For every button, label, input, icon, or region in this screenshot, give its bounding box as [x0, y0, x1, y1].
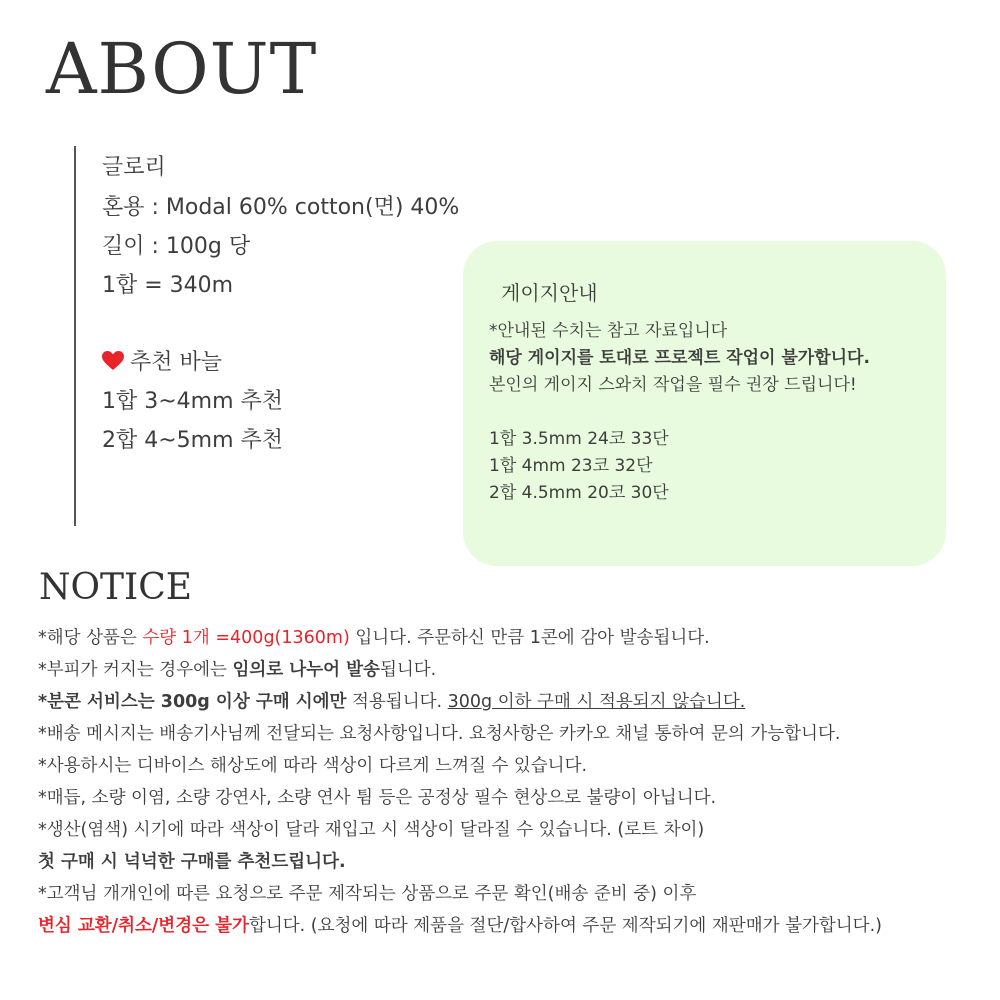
- notice-item-delivery: *배송 메시지는 배송기사님께 전달되는 요청사항입니다. 요청사항은 카카오 채널 통하여 문의 가능합니다.: [38, 724, 841, 744]
- notice-highlight: 변심 교환/취소/변경은 불가: [38, 916, 249, 936]
- about-title: ABOUT: [46, 28, 318, 110]
- notice-item-defects: *매듭, 소량 이염, 소량 강연사, 소량 연사 튐 등은 공정상 필수 현상으로 불량이 아닙니다.: [38, 788, 717, 808]
- product-blend: 혼용 : Modal 60% cotton(면) 40%: [102, 195, 460, 220]
- notice-item-no-refund: [38, 912, 882, 937]
- notice-emphasis: *분콘 서비스는 300g 이상 구매 시에만: [38, 692, 347, 712]
- notice-text: *부피가 커지는 경우에는: [38, 660, 233, 680]
- gauge-warning: 해당 게이지를 토대로 프로젝트 작업이 불가합니다.: [489, 348, 870, 368]
- notice-text: 됩니다.: [379, 660, 437, 680]
- gauge-spec-3: 2합 4.5mm 20코 30단: [489, 483, 669, 503]
- about-divider: [74, 146, 76, 526]
- notice-text: 적용됩니다.: [346, 692, 448, 712]
- notice-item-cone-service: [38, 688, 745, 713]
- notice-item-custom: *고객님 개개인에 따른 요청으로 주문 제작되는 상품으로 주문 확인(배송 준비 중) 이후: [38, 884, 697, 904]
- gauge-title: 게이지안내: [501, 281, 598, 305]
- notice-item-split: [38, 656, 436, 681]
- product-length: 길이 : 100g 당: [102, 234, 251, 259]
- notice-title: NOTICE: [39, 567, 193, 608]
- notice-text: 합니다. (요청에 따라 제품을 절단/합사하여 주문 제작되기에 재판매가 불가합니다.): [248, 916, 882, 936]
- gauge-spec-1: 1합 3.5mm 24코 33단: [489, 429, 669, 449]
- notice-item-first-purchase: 첫 구매 시 넉넉한 구매를 추천드립니다.: [38, 852, 346, 872]
- notice-item-quantity: [38, 624, 710, 649]
- notice-underline: 300g 이하 구매 시 적용되지 않습니다.: [447, 692, 746, 712]
- needle-header-label: 추천 바늘: [130, 350, 223, 375]
- gauge-recommend: 본인의 게이지 스와치 작업을 필수 권장 드립니다!: [489, 375, 857, 395]
- product-per-skein: 1합 = 340m: [102, 273, 234, 298]
- notice-highlight: 수량 1개 =400g(1360m): [142, 628, 350, 648]
- needle-recommend-2: 2합 4~5mm 추천: [102, 428, 284, 453]
- notice-text: *해당 상품은: [38, 628, 143, 648]
- notice-item-lot: *생산(염색) 시기에 따라 색상이 달라 재입고 시 색상이 달라질 수 있습니다. (로트 차이): [38, 820, 705, 840]
- needle-recommend-1: 1합 3~4mm 추천: [102, 389, 284, 414]
- heart-icon: [102, 351, 124, 371]
- notice-item-display: *사용하시는 디바이스 해상도에 따라 색상이 다르게 느껴질 수 있습니다.: [38, 756, 588, 776]
- notice-emphasis: 임의로 나누어 발송: [232, 660, 380, 680]
- gauge-note: *안내된 수치는 참고 자료입니다: [489, 321, 728, 341]
- needle-header: [102, 345, 222, 376]
- product-name: 글로리: [102, 155, 166, 180]
- notice-text: 입니다. 주문하신 만큼 1콘에 감아 발송됩니다.: [349, 628, 710, 648]
- gauge-info-box: [463, 241, 946, 566]
- gauge-spec-2: 1합 4mm 23코 32단: [489, 456, 653, 476]
